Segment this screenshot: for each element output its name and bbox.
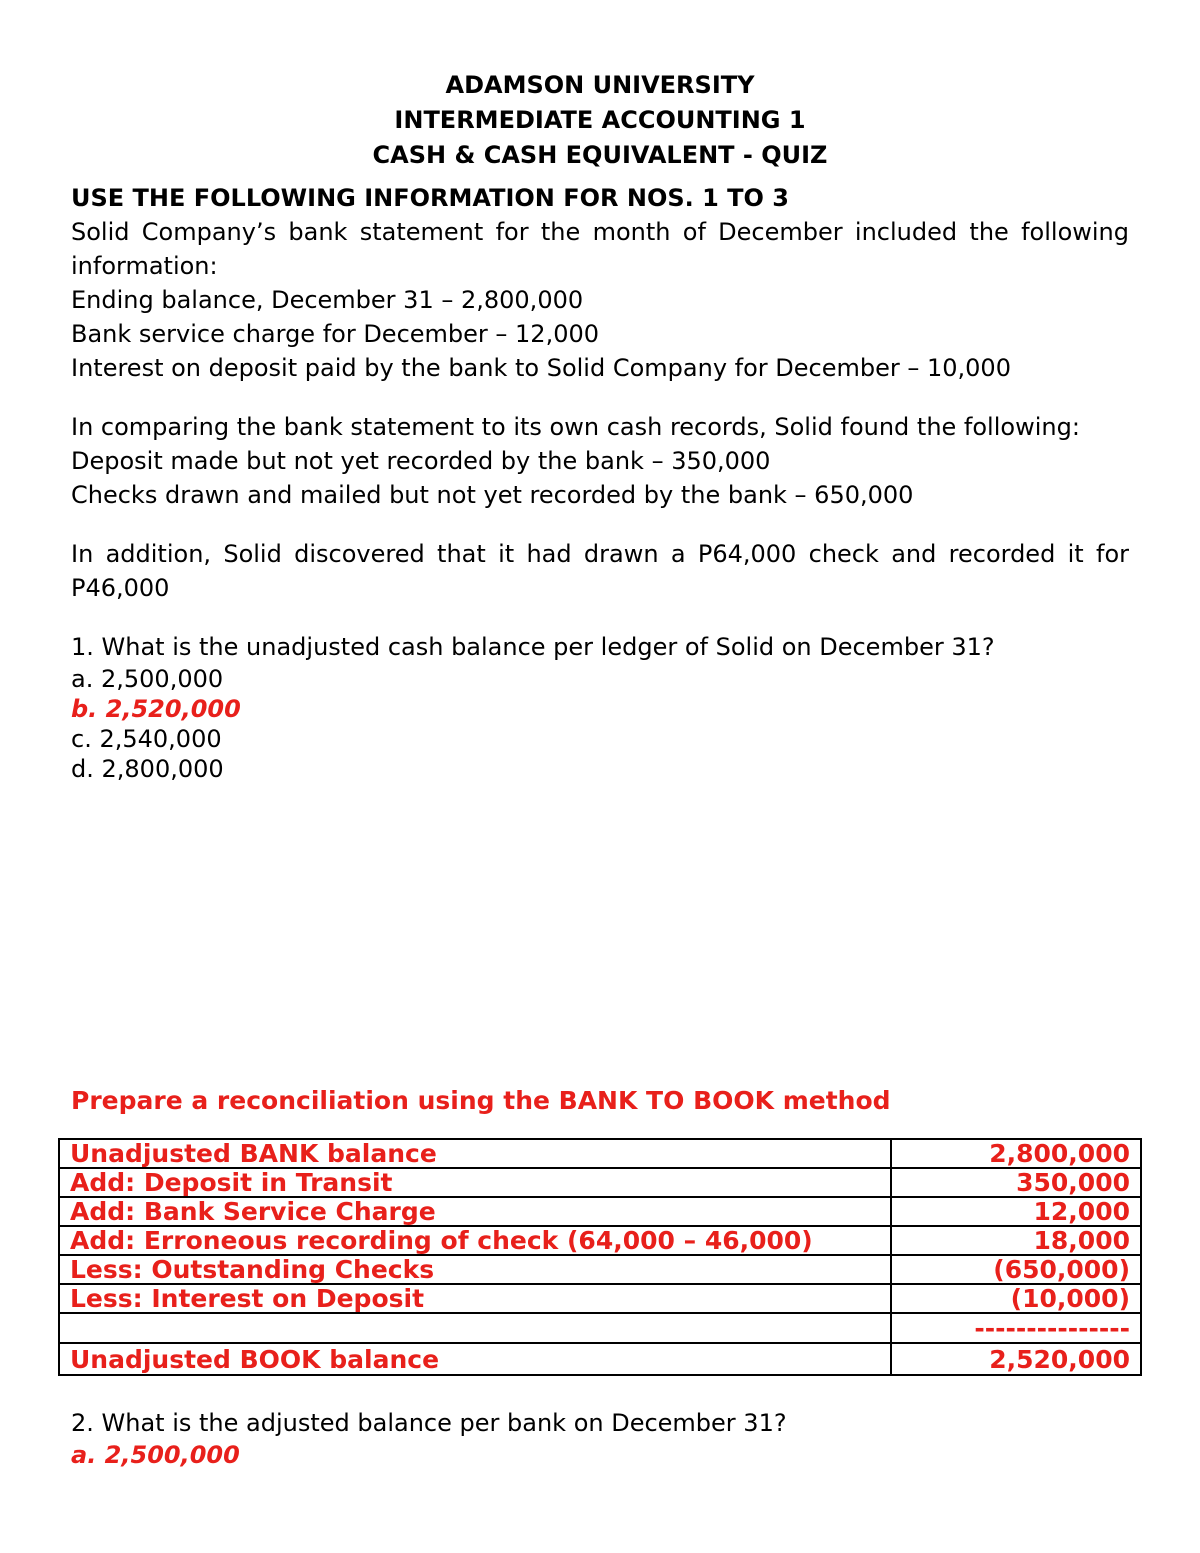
question-2-option-a-answer <box>71 1440 1129 1470</box>
row-amount: 18,000 <box>891 1226 1141 1255</box>
university-name: ADAMSON UNIVERSITY <box>445 71 755 99</box>
table-row <box>59 1139 1141 1168</box>
reconciliation-table <box>58 1138 1142 1376</box>
option-label: d. <box>71 755 94 783</box>
info-item-interest: Interest on deposit paid by the bank to Solid Company for December – 10,000 <box>71 354 1011 382</box>
question-1-option-d <box>71 754 1129 784</box>
row-amount: 12,000 <box>891 1197 1141 1226</box>
row-amount: 350,000 <box>891 1168 1141 1197</box>
quiz-title: CASH & CASH EQUIVALENT - QUIZ <box>372 141 828 169</box>
compare-item-checks: Checks drawn and mailed but not yet recorded by the bank – 650,000 <box>71 481 914 509</box>
table-row <box>59 1255 1141 1284</box>
course-title: INTERMEDIATE ACCOUNTING 1 <box>394 106 806 134</box>
row-label: Add: Bank Service Charge <box>59 1197 891 1226</box>
document-header <box>71 68 1129 173</box>
option-label: c. <box>71 725 92 753</box>
table-row <box>59 1168 1141 1197</box>
row-label: Add: Deposit in Transit <box>59 1168 891 1197</box>
option-value: 2,540,000 <box>99 725 222 753</box>
row-amount: 2,520,000 <box>891 1343 1141 1375</box>
table-row-total <box>59 1343 1141 1375</box>
row-amount: (650,000) <box>891 1255 1141 1284</box>
row-amount: --------------- <box>891 1313 1141 1343</box>
question-1-option-b-answer <box>71 694 1129 724</box>
option-label: a. <box>71 665 94 693</box>
option-value: 2,800,000 <box>101 755 224 783</box>
question-1-option-c <box>71 724 1129 754</box>
compare-intro: In comparing the bank statement to its own cash records, Solid found the following: <box>71 413 1080 441</box>
option-label: a. <box>71 1441 97 1469</box>
table-row <box>59 1226 1141 1255</box>
info-item-service-charge: Bank service charge for December – 12,000 <box>71 320 600 348</box>
row-label: Unadjusted BOOK balance <box>59 1343 891 1375</box>
question-1-text: 1. What is the unadjusted cash balance per ledger of Solid on December 31? <box>71 633 995 661</box>
option-value: 2,500,000 <box>104 1441 240 1469</box>
option-value: 2,500,000 <box>100 665 224 693</box>
question-2 <box>71 1406 1129 1470</box>
table-row <box>59 1197 1141 1226</box>
table-row-separator <box>59 1313 1141 1343</box>
compare-item-deposit: Deposit made but not yet recorded by the bank – 350,000 <box>71 447 771 475</box>
row-amount: (10,000) <box>891 1284 1141 1313</box>
info-heading: USE THE FOLLOWING INFORMATION FOR NOS. 1 TO 3 <box>71 184 789 212</box>
row-label: Add: Erroneous recording of check (64,000 – 46,000) <box>59 1226 891 1255</box>
row-label <box>59 1313 891 1343</box>
row-label: Unadjusted BANK balance <box>59 1139 891 1168</box>
option-value: 2,520,000 <box>105 695 241 723</box>
table-row <box>59 1284 1141 1313</box>
option-label: b. <box>71 695 98 723</box>
reconciliation-instruction: Prepare a reconciliation using the BANK TO BOOK method <box>71 1086 891 1115</box>
row-label: Less: Outstanding Checks <box>59 1255 891 1284</box>
question-1-option-a <box>71 664 1129 694</box>
addition-paragraph: In addition, Solid discovered that it had drawn a P64,000 check and recorded it for P46,000 <box>71 540 1129 602</box>
quiz-page <box>71 68 1129 784</box>
info-intro: Solid Company’s bank statement for the month of December included the following information: <box>71 218 1129 280</box>
info-item-ending-balance: Ending balance, December 31 – 2,800,000 <box>71 286 584 314</box>
row-label: Less: Interest on Deposit <box>59 1284 891 1313</box>
row-amount: 2,800,000 <box>891 1139 1141 1168</box>
question-2-text: 2. What is the adjusted balance per bank on December 31? <box>71 1409 787 1437</box>
